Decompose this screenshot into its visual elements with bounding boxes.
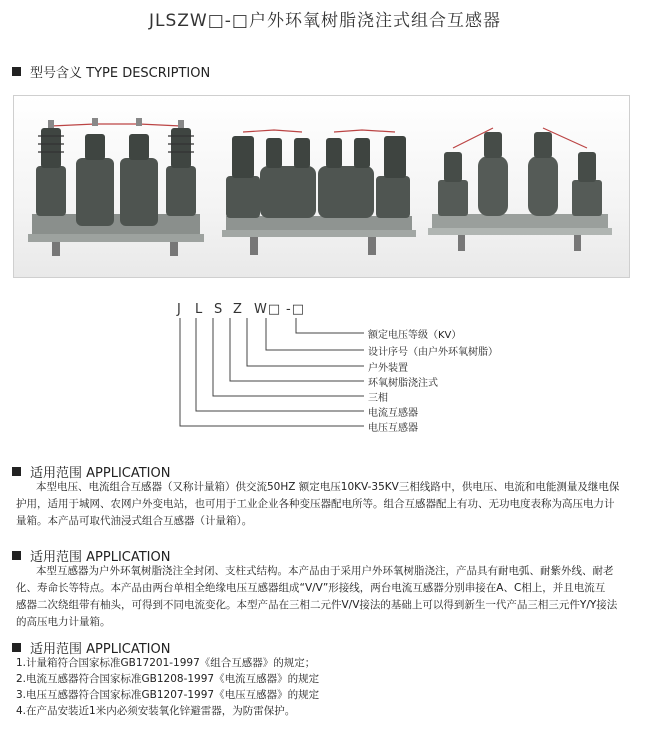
model-code-letter: -□ (286, 302, 305, 317)
paragraph-line: 护用，适用于城网、农网户外变电站，也可用于工业企业各种变压器配电所等。组合互感器配上有功、无功电度表称为高压电力计 (16, 498, 615, 510)
model-code-meaning: 环氧树脂浇注式 (368, 378, 438, 389)
paragraph-line: 化、寿命长等特点。本产品由两台单相全绝缘电压互感器组成“V/V”形接线，两台电流互感器分别串接在A、C相上，并且电流互 (16, 582, 606, 594)
application-heading-text: 适用范围 APPLICATION (30, 642, 171, 657)
list-item: 1.计量箱符合国家标准GB17201-1997《组合互感器》的规定； (16, 657, 316, 669)
model-code-meaning: 电压互感器 (368, 423, 418, 434)
paragraph-line: 量箱。本产品可取代油浸式组合互感器（计量箱）。 (16, 515, 253, 527)
model-code-letter: L (195, 302, 204, 317)
list-item: 2.电流互感器符合国家标准GB1208-1997《电流互感器》的规定 (16, 673, 320, 685)
model-code-letter: Z (233, 302, 243, 317)
application-paragraph-1 (16, 479, 634, 530)
model-code-meaning: 设计序号（由户外环氧树脂） (368, 347, 498, 358)
list-item: 3.电压互感器符合国家标准GB1207-1997《电压互感器》的规定 (16, 689, 320, 701)
paragraph-line: 本型互感器为户外环氧树脂浇注全封闭、支柱式结构。本产品由于采用户外环氧树脂浇注，产品具有耐电弧、耐紫外线、耐老 (36, 565, 614, 577)
model-code-meaning: 三相 (368, 393, 388, 404)
paragraph-line: 的高压电力计量箱。 (16, 616, 111, 628)
paragraph-line: 感器二次绕组带有柚头，可得到不同电流变化。本型产品在三相二元件V/V接法的基础上可以得到新生一代产品三相三元件Y/Y接法 (16, 599, 618, 611)
model-code-meaning: 电流互感器 (368, 408, 418, 419)
model-code-meaning: 额定电压等级（KV） (368, 330, 462, 341)
square-bullet-icon (12, 467, 21, 476)
list-item: 4.在产品安装近1米内必须安装氧化锌避雷器，为防雷保护。 (16, 705, 296, 717)
paragraph-line: 本型电压、电流组合互感器（又称计量箱）供交流50HZ 额定电压10KV-35KV三相线路中，供电压、电流和电能测量及继电保 (36, 481, 620, 493)
square-bullet-icon (12, 551, 21, 560)
model-code-letter: W□ (254, 302, 282, 317)
application-heading-text: 适用范围 APPLICATION (30, 550, 171, 565)
application-heading-text: 适用范围 APPLICATION (30, 466, 171, 481)
application-paragraph-2 (16, 563, 634, 631)
square-bullet-icon (12, 643, 21, 652)
page-title: JLSZW□-□户外环氧树脂浇注式组合互感器 (149, 11, 501, 31)
model-code-meaning: 户外装置 (368, 363, 408, 374)
model-code-letter: J (177, 302, 182, 317)
standards-list (16, 655, 634, 719)
type-description-heading-text: 型号含义 TYPE DESCRIPTION (30, 66, 211, 81)
model-code-letter: S (214, 302, 224, 317)
